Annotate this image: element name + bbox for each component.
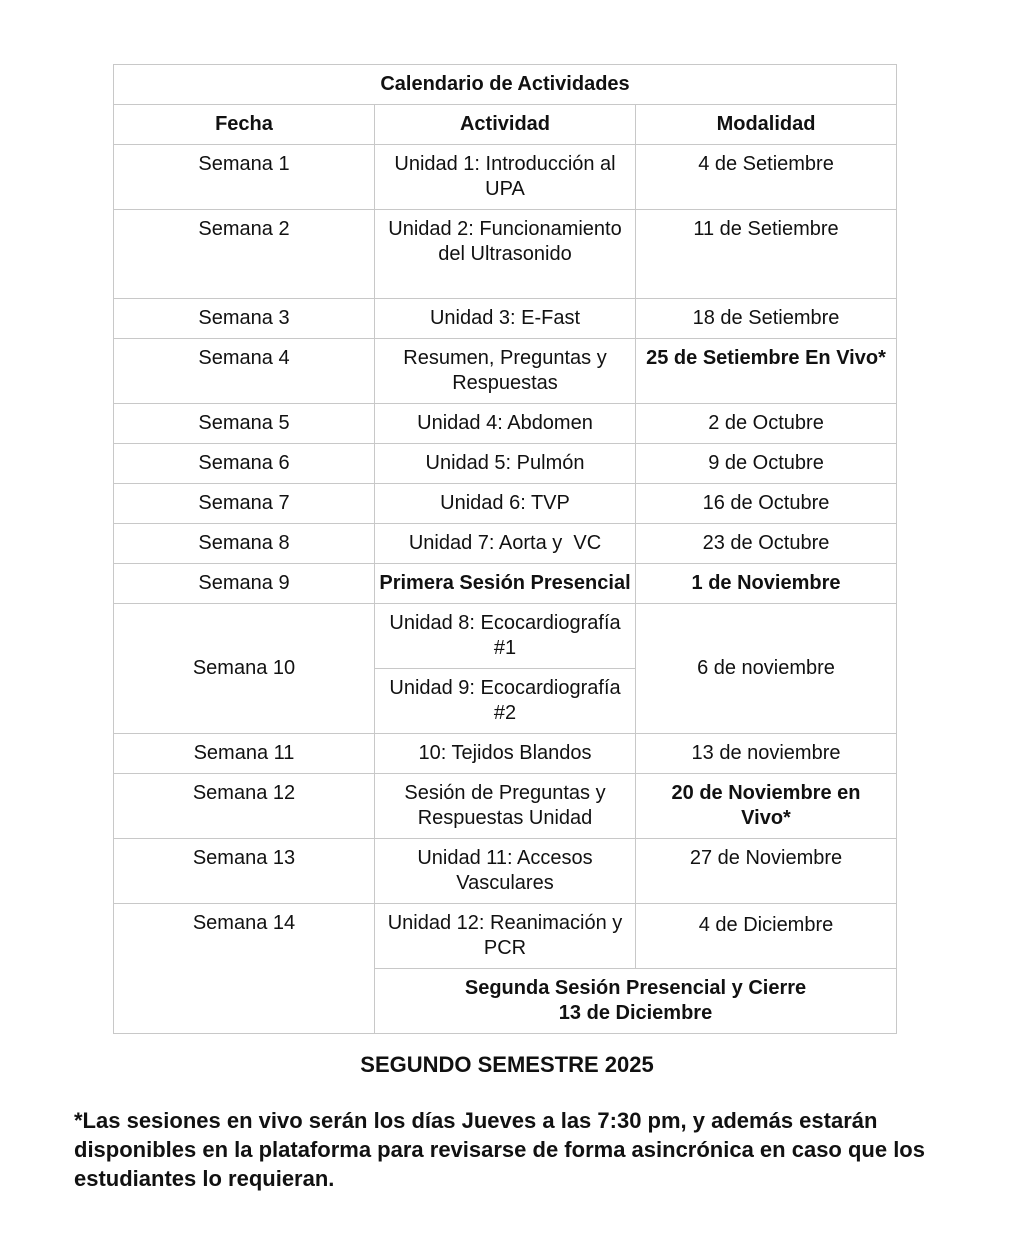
- table-row: [114, 604, 897, 669]
- cell-semana: Semana 5: [114, 404, 375, 444]
- closing-line-1: Segunda Sesión Presencial y Cierre: [464, 977, 807, 999]
- cell-semana: Semana 11: [114, 734, 375, 774]
- cell-modalidad: 11 de Setiembre: [636, 210, 897, 299]
- table-row: [114, 299, 897, 339]
- header-modalidad: Modalidad: [636, 105, 897, 145]
- cell-semana: Semana 13: [114, 839, 375, 904]
- table-row: [114, 210, 897, 299]
- cell-actividad: Unidad 6: TVP: [375, 484, 636, 524]
- table-title-row: [114, 65, 897, 105]
- cell-actividad: Sesión de Preguntas y Respuestas Unidad: [375, 774, 636, 839]
- cell-modalidad: 13 de noviembre: [636, 734, 897, 774]
- table-row: [114, 484, 897, 524]
- table-row: [114, 564, 897, 604]
- cell-modalidad: 23 de Octubre: [636, 524, 897, 564]
- cell-semana: Semana 1: [114, 145, 375, 210]
- cell-actividad: Unidad 12: Reanimación y PCR: [375, 904, 636, 969]
- semester-heading: SEGUNDO SEMESTRE 2025: [360, 1052, 654, 1077]
- live-sessions-footnote: *Las sesiones en vivo serán los días Jueves a las 7:30 pm, y además estarán disponibles en la plataforma para revisarse de forma asincrónica en caso que los estudiantes lo requieran.: [74, 1108, 925, 1191]
- table-row: [114, 339, 897, 404]
- cell-actividad-presencial: Primera Sesión Presencial: [375, 564, 636, 604]
- cell-semana: Semana 9: [114, 564, 375, 604]
- cell-modalidad: 27 de Noviembre: [636, 839, 897, 904]
- cell-actividad: Unidad 9: Ecocardiografía #2: [375, 669, 636, 734]
- cell-actividad: 10: Tejidos Blandos: [375, 734, 636, 774]
- cell-empty: [114, 969, 375, 1034]
- cell-semana: Semana 7: [114, 484, 375, 524]
- cell-modalidad: 9 de Octubre: [636, 444, 897, 484]
- cell-modalidad: 16 de Octubre: [636, 484, 897, 524]
- cell-semana: Semana 4: [114, 339, 375, 404]
- cell-modalidad: 2 de Octubre: [636, 404, 897, 444]
- cell-modalidad-live: 20 de Noviembre en Vivo*: [636, 774, 897, 839]
- cell-semana: Semana 6: [114, 444, 375, 484]
- cell-modalidad: 4 de Diciembre: [636, 904, 897, 969]
- table-row: [114, 404, 897, 444]
- cell-actividad: Unidad 7: Aorta y VC: [375, 524, 636, 564]
- calendar-table: [113, 64, 897, 1034]
- table-row: [114, 904, 897, 969]
- cell-modalidad-presencial: 1 de Noviembre: [636, 564, 897, 604]
- cell-semana: Semana 12: [114, 774, 375, 839]
- cell-modalidad: 6 de noviembre: [636, 604, 897, 734]
- cell-semana: Semana 2: [114, 210, 375, 299]
- cell-semana: Semana 8: [114, 524, 375, 564]
- cell-semana: Semana 14: [114, 904, 375, 969]
- table-row: [114, 969, 897, 1034]
- cell-modalidad-live: 25 de Setiembre En Vivo*: [636, 339, 897, 404]
- cell-actividad: Unidad 11: Accesos Vasculares: [375, 839, 636, 904]
- closing-line-2: 13 de Diciembre: [558, 1002, 713, 1024]
- cell-closing-session: [375, 969, 897, 1034]
- table-row: [114, 734, 897, 774]
- cell-actividad: Unidad 2: Funcionamiento del Ultrasonido: [375, 210, 636, 299]
- header-actividad: Actividad: [375, 105, 636, 145]
- table-row: [114, 839, 897, 904]
- table-title: Calendario de Actividades: [114, 65, 897, 105]
- table-header-row: [114, 105, 897, 145]
- cell-actividad: Resumen, Preguntas y Respuestas: [375, 339, 636, 404]
- cell-modalidad: 18 de Setiembre: [636, 299, 897, 339]
- cell-semana: Semana 10: [114, 604, 375, 734]
- table-row: [114, 444, 897, 484]
- cell-actividad: Unidad 3: E-Fast: [375, 299, 636, 339]
- cell-actividad: Unidad 1: Introducción al UPA: [375, 145, 636, 210]
- header-fecha: Fecha: [114, 105, 375, 145]
- cell-actividad: Unidad 4: Abdomen: [375, 404, 636, 444]
- cell-semana: Semana 3: [114, 299, 375, 339]
- table-row: [114, 774, 897, 839]
- cell-actividad: Unidad 8: Ecocardiografía #1: [375, 604, 636, 669]
- table-row: [114, 524, 897, 564]
- table-row: [114, 145, 897, 210]
- cell-actividad: Unidad 5: Pulmón: [375, 444, 636, 484]
- cell-modalidad: 4 de Setiembre: [636, 145, 897, 210]
